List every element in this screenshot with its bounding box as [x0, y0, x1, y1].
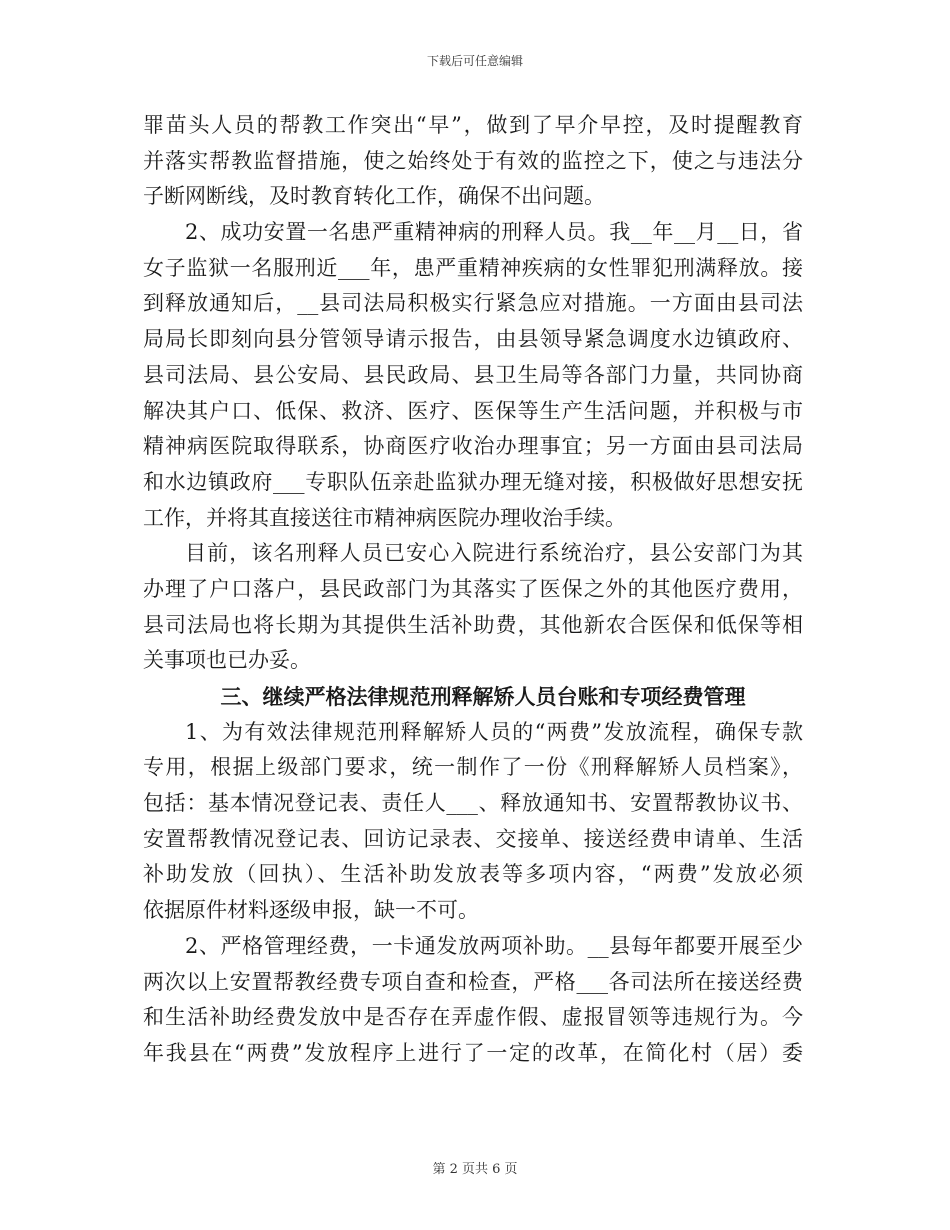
body-line: 依据原件材料逐级申报，缺一不可。: [143, 898, 479, 923]
body-line: 县司法局、县公安局、县民政局、县卫生局等各部门力量，共同协商: [143, 362, 803, 387]
paragraph-first-line: 目前，该名刑释人员已安心入院进行系统治疗，县公安部门为其: [185, 541, 803, 566]
body-line: 包括：基本情况登记表、责任人___、释放通知书、安置帮教协议书、: [143, 791, 803, 816]
body-line: 子断网断线，及时教育转化工作，确保不出问题。: [143, 184, 605, 209]
paragraph-first-line: 2、严格管理经费，一卡通发放两项补助。__县每年都要开展至少: [185, 933, 803, 958]
body-line: 县司法局也将长期为其提供生活补助费，其他新农合医保和低保等相: [143, 612, 803, 637]
body-line: 专用，根据上级部门要求，统一制作了一份《刑释解矫人员档案》，: [143, 755, 803, 780]
body-line: 女子监狱一名服刑近___年，患严重精神疾病的女性罪犯刑满释放。接: [143, 255, 803, 280]
body-line: 安置帮教情况登记表、回访记录表、交接单、接送经费申请单、生活: [143, 826, 803, 851]
body-line: 年我县在“两费”发放程序上进行了一定的改革，在简化村（居）委: [143, 1040, 803, 1065]
section-heading: 三、继续严格法律规范刑释解矫人员台账和专项经费管理: [220, 684, 746, 709]
body-line: 罪苗头人员的帮教工作突出“早”，做到了早介早控，及时提醒教育: [143, 113, 803, 137]
body-line: 解决其户口、低保、救济、医疗、医保等生产生活问题，并积极与市: [143, 398, 803, 423]
body-line: 和水边镇政府___专职队伍亲赴监狱办理无缝对接，积极做好思想安抚: [143, 469, 803, 494]
paragraph-first-line: 2、成功安置一名患严重精神病的刑释人员。我__年__月__日，省: [185, 220, 803, 245]
document-body: [143, 108, 803, 1072]
body-line: 两次以上安置帮教经费专项自查和检查，严格___各司法所在接送经费: [143, 969, 803, 994]
body-line: 并落实帮教监督措施，使之始终处于有效的监控之下，使之与违法分: [143, 148, 803, 173]
body-line: 和生活补助经费发放中是否存在弄虚作假、虚报冒领等违规行为。今: [143, 1005, 803, 1030]
body-line: 补助发放（回执）、生活补助发放表等多项内容，“两费”发放必须: [143, 862, 803, 887]
body-line: 关事项也已办妥。: [143, 648, 311, 673]
body-line: 到释放通知后，__县司法局积极实行紧急应对措施。一方面由县司法: [143, 291, 803, 316]
page-footer: 第 2 页共 6 页: [432, 1162, 518, 1177]
body-line: 精神病医院取得联系，协商医疗收治办理事宜；另一方面由县司法局: [143, 434, 803, 459]
body-line: 工作，并将其直接送往市精神病医院办理收治手续。: [143, 505, 626, 530]
body-line: 办理了户口落户，县民政部门为其落实了医保之外的其他医疗费用，: [143, 576, 803, 601]
body-line: 局局长即刻向县分管领导请示报告，由县领导紧急调度水边镇政府、: [143, 327, 803, 352]
page-header: 下载后可任意编辑: [426, 54, 523, 68]
paragraph-first-line: 1、为有效法律规范刑释解矫人员的“两费”发放流程，确保专款: [185, 719, 803, 744]
